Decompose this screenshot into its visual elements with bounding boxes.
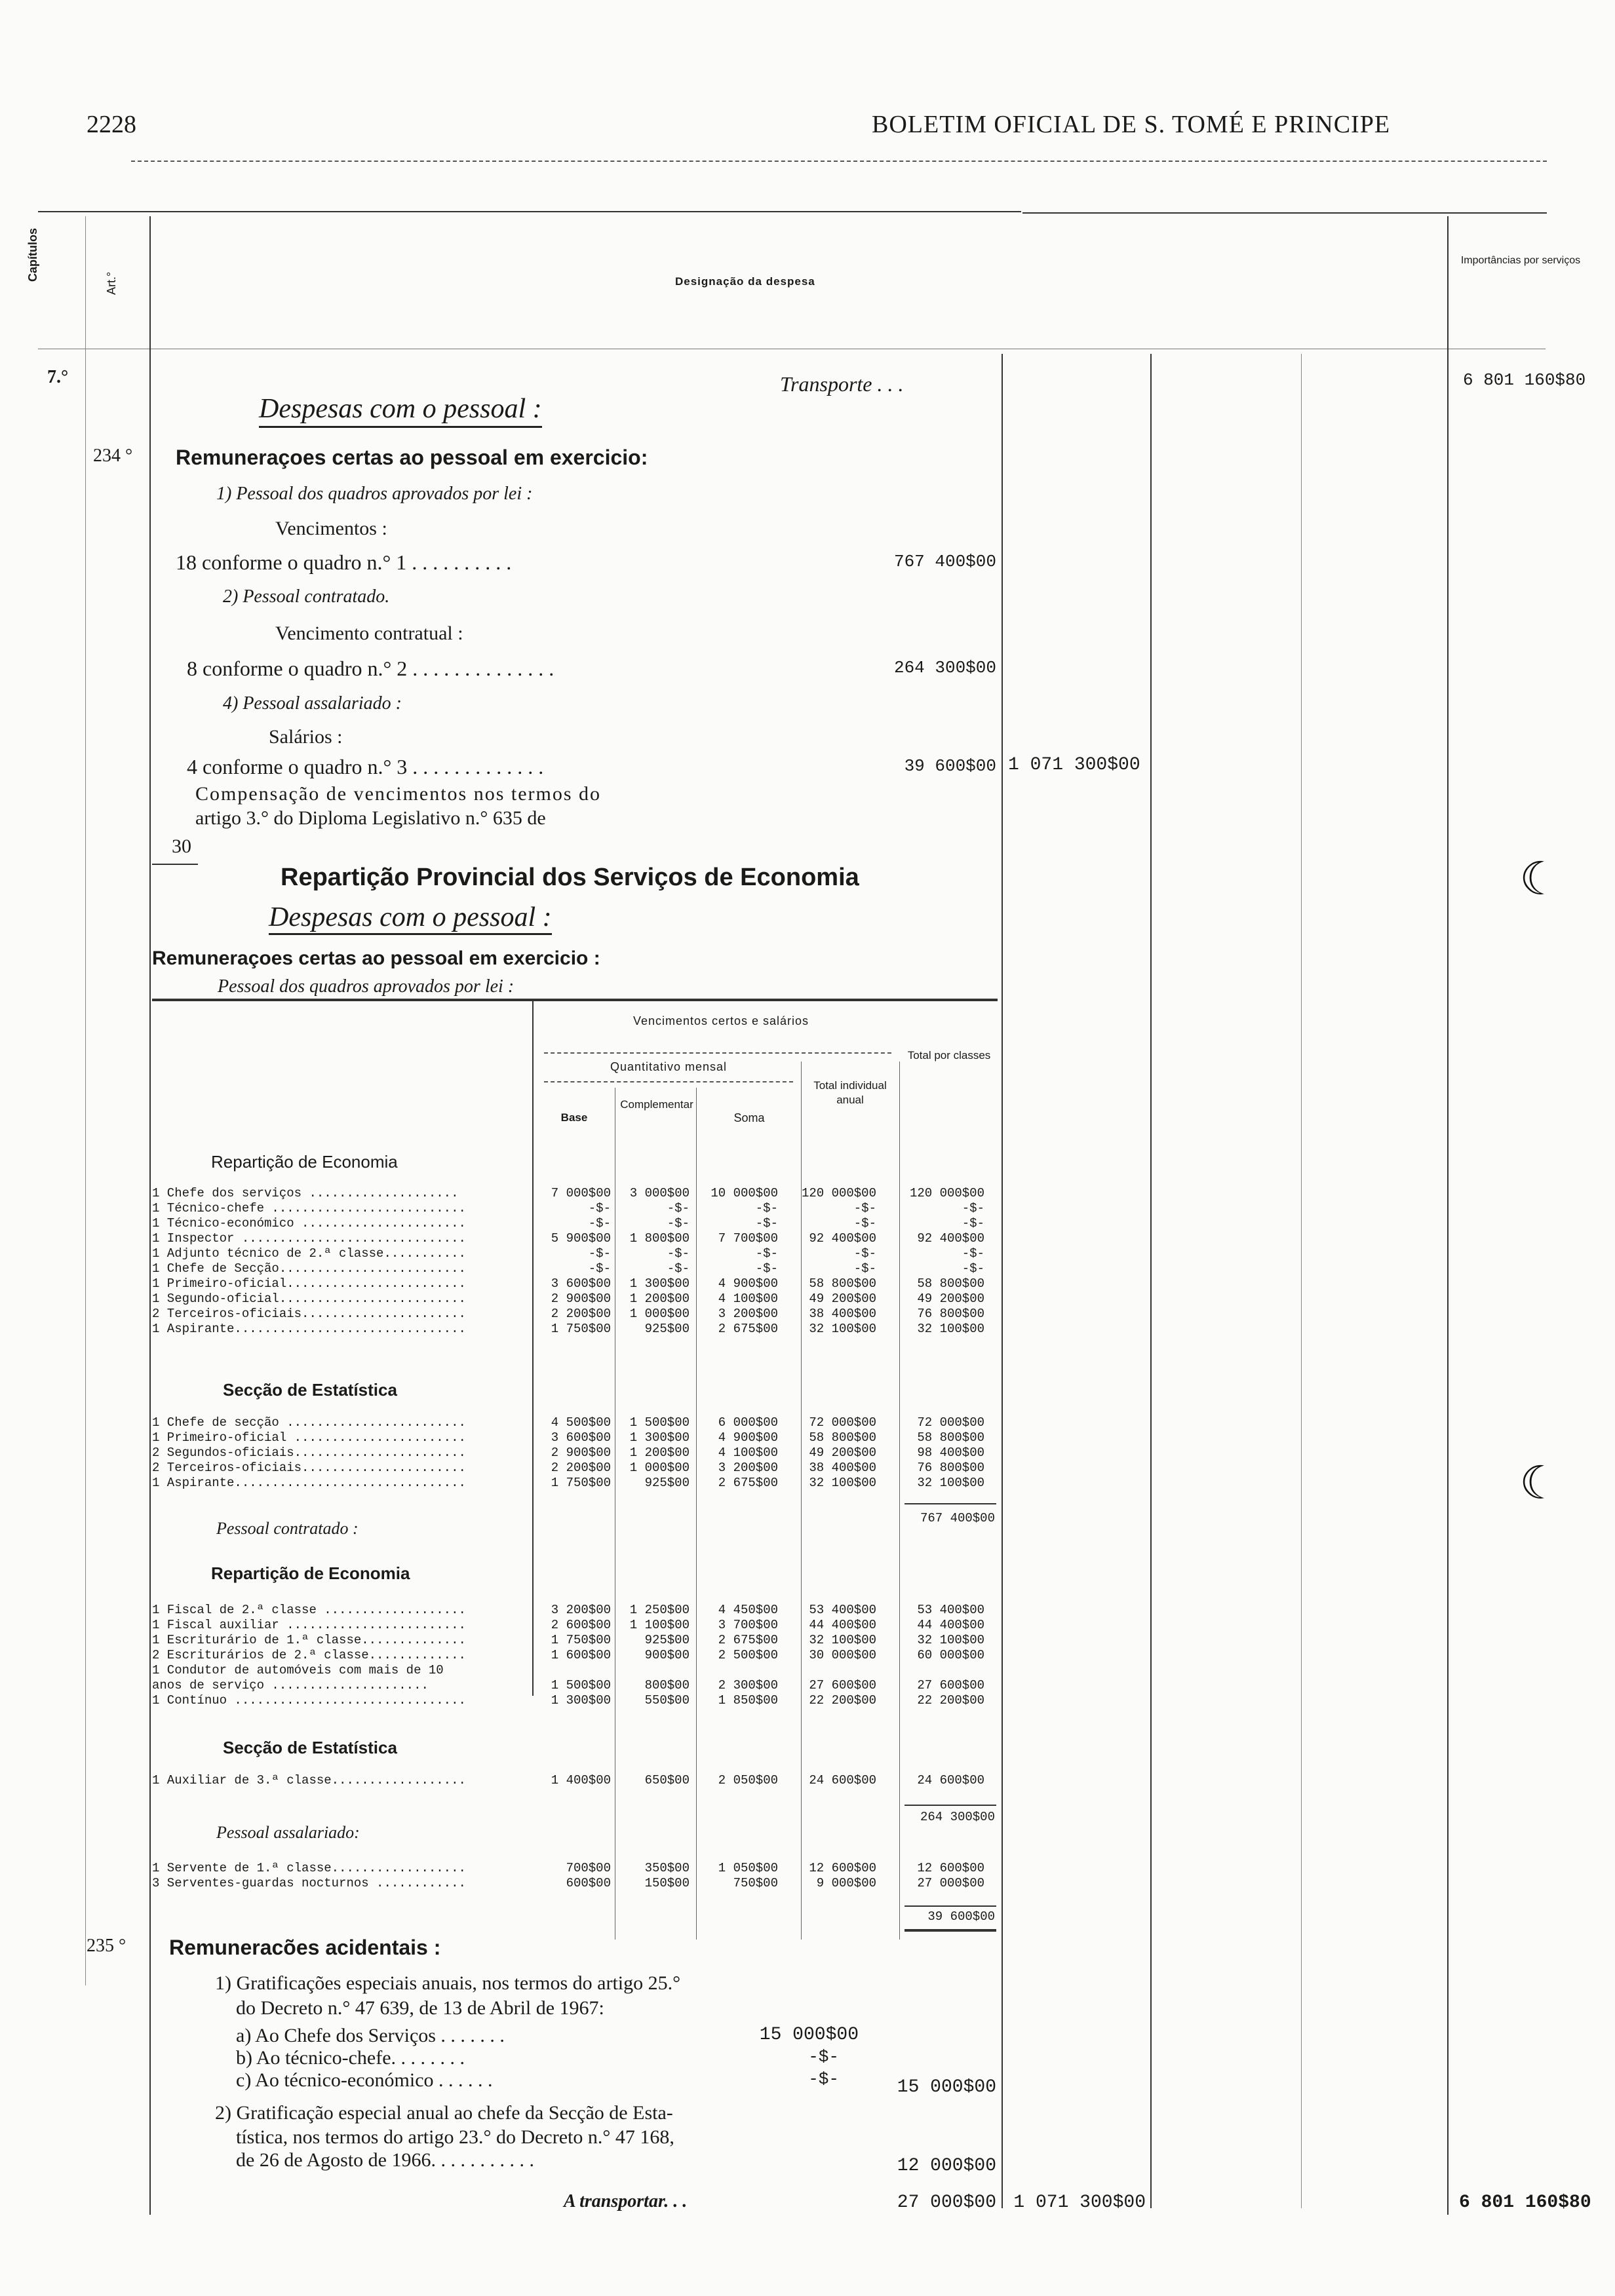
cell-total-individual: 38 400$00 bbox=[809, 1461, 876, 1475]
cell-total-individual: 27 600$00 bbox=[809, 1678, 876, 1693]
cell-total-individual: 32 100$00 bbox=[809, 1633, 876, 1647]
table-row bbox=[152, 1618, 998, 1632]
cell-total-classes: -$- bbox=[962, 1261, 984, 1276]
table-row bbox=[152, 1678, 998, 1693]
tbl-header-quantitativo: Quantitativo mensal bbox=[610, 1060, 728, 1073]
despesas-pessoal-heading: Despesas com o pessoal : bbox=[259, 393, 542, 428]
row-label: 2 Terceiros-oficiais...................... bbox=[152, 1461, 466, 1475]
frame-top-rule bbox=[38, 211, 1021, 212]
row-label: 1 Inspector .............................. bbox=[152, 1231, 466, 1246]
table-row bbox=[152, 1861, 998, 1875]
reparticao-rem: Remuneraçoes certas ao pessoal em exercicio : bbox=[152, 947, 600, 969]
table-row bbox=[152, 1876, 998, 1890]
cell-total-individual: 58 800$00 bbox=[809, 1430, 876, 1445]
cell-total-individual: -$- bbox=[853, 1201, 876, 1215]
col-header-importancias: Importâncias por serviços bbox=[1460, 255, 1581, 266]
cell-soma: -$- bbox=[755, 1246, 778, 1261]
cell-base: 5 900$00 bbox=[551, 1231, 611, 1246]
row-label: 1 Fiscal auxiliar ........................ bbox=[152, 1618, 466, 1632]
reparticao-despesas: Despesas com o pessoal : bbox=[269, 902, 552, 935]
cell-total-classes: 32 100$00 bbox=[917, 1322, 984, 1336]
cell-total-classes: 32 100$00 bbox=[917, 1633, 984, 1647]
cell-complementar: 3 000$00 bbox=[629, 1186, 690, 1200]
cell-base: 1 400$00 bbox=[551, 1773, 611, 1788]
cell-complementar: 800$00 bbox=[644, 1678, 690, 1693]
tbl-section-rep-economia-1: Repartição de Economia bbox=[211, 1152, 398, 1172]
row-label: 1 Contínuo ............................... bbox=[152, 1693, 466, 1708]
cell-base: 2 600$00 bbox=[551, 1618, 611, 1632]
row-label: anos de serviço ..................... bbox=[152, 1678, 429, 1693]
page-number: 2228 bbox=[87, 111, 136, 138]
cell-total-individual: 9 000$00 bbox=[816, 1876, 876, 1890]
cell-total-individual: 72 000$00 bbox=[809, 1415, 876, 1430]
table-row bbox=[152, 1307, 998, 1321]
cell-base: -$- bbox=[588, 1201, 611, 1215]
row-label: 1 Chefe dos serviços .................... bbox=[152, 1186, 459, 1200]
cell-soma: 4 100$00 bbox=[718, 1292, 778, 1306]
row-label: 1 Aspirante............................... bbox=[152, 1476, 466, 1490]
table-row bbox=[152, 1292, 998, 1306]
cell-soma: -$- bbox=[755, 1261, 778, 1276]
cell-total-classes: -$- bbox=[962, 1246, 984, 1261]
col-line-5 bbox=[1301, 354, 1302, 2208]
cell-soma: 1 850$00 bbox=[718, 1693, 778, 1708]
tbl-header-total-classes: Total por classes bbox=[907, 1049, 991, 1062]
col-line-3 bbox=[1002, 354, 1003, 2208]
chapter-number: 7.° bbox=[47, 367, 69, 387]
g1-a-value: 15 000$00 bbox=[759, 2025, 859, 2045]
cell-total-individual: 32 100$00 bbox=[809, 1476, 876, 1490]
cell-total-classes: -$- bbox=[962, 1216, 984, 1231]
subtotal3-double-rule bbox=[905, 1929, 996, 1932]
row-label: 1 Escriturário de 1.ª classe.............. bbox=[152, 1633, 466, 1647]
tbl-section-pessoal-assalariado: Pessoal assalariado: bbox=[216, 1823, 360, 1842]
cell-total-classes: 76 800$00 bbox=[917, 1307, 984, 1321]
table-row bbox=[152, 1322, 998, 1336]
g2-value: 12 000$00 bbox=[897, 2156, 996, 2176]
tbl-section-pessoal-contratado: Pessoal contratado : bbox=[216, 1519, 359, 1538]
tbl-header-rule-2 bbox=[544, 1081, 793, 1082]
cell-base: 1 300$00 bbox=[551, 1693, 611, 1708]
col-line-2 bbox=[149, 216, 151, 2215]
cell-soma: 4 100$00 bbox=[718, 1445, 778, 1460]
col-line-4 bbox=[1150, 354, 1152, 2208]
cell-base: -$- bbox=[588, 1216, 611, 1231]
col-header-capitulos: Capítulos bbox=[26, 227, 39, 282]
cell-base: 2 200$00 bbox=[551, 1461, 611, 1475]
cell-total-individual: 120 000$00 bbox=[801, 1186, 876, 1200]
cell-total-classes: 72 000$00 bbox=[917, 1415, 984, 1430]
article-234-number: 234 ° bbox=[93, 446, 133, 466]
compensacao-line-1: Compensação de vencimentos nos termos do bbox=[195, 783, 602, 805]
header-rule bbox=[131, 161, 1547, 162]
cell-total-classes: 120 000$00 bbox=[909, 1186, 984, 1200]
cell-base: 1 750$00 bbox=[551, 1476, 611, 1490]
subtotal2-rule bbox=[905, 1805, 996, 1806]
table-row bbox=[152, 1663, 998, 1677]
col-header-artigos: Art.° bbox=[105, 271, 118, 295]
g1-a-label: a) Ao Chefe dos Serviços . . . . . . . bbox=[236, 2025, 505, 2046]
row-label: 1 Técnico-chefe .......................... bbox=[152, 1201, 466, 1215]
cell-complementar: 900$00 bbox=[644, 1648, 690, 1662]
cell-total-individual: 38 400$00 bbox=[809, 1307, 876, 1321]
cell-total-individual: 44 400$00 bbox=[809, 1618, 876, 1632]
cell-total-individual: 12 600$00 bbox=[809, 1861, 876, 1875]
cell-total-individual: 53 400$00 bbox=[809, 1603, 876, 1617]
cell-soma: -$- bbox=[755, 1216, 778, 1231]
cell-total-classes: 49 200$00 bbox=[917, 1292, 984, 1306]
table-top-rule bbox=[152, 999, 998, 1001]
table-row bbox=[152, 1231, 998, 1246]
subtotal1-rule bbox=[905, 1503, 996, 1504]
row-label: 1 Segundo-oficial......................... bbox=[152, 1292, 466, 1306]
cell-soma: 2 050$00 bbox=[718, 1773, 778, 1788]
cell-base: 7 000$00 bbox=[551, 1186, 611, 1200]
cell-total-individual: 22 200$00 bbox=[809, 1693, 876, 1708]
cell-soma: 4 450$00 bbox=[718, 1603, 778, 1617]
s2-line: 8 conforme o quadro n.° 2 . . . . . . . . . . . . . . bbox=[187, 657, 555, 680]
g2-line-1: 2) Gratificação especial anual ao chefe da Secção de Esta- bbox=[215, 2102, 673, 2124]
cell-soma: 2 675$00 bbox=[718, 1322, 778, 1336]
table-row bbox=[152, 1430, 998, 1445]
table-row bbox=[152, 1461, 998, 1475]
subtotal3-value: 39 600$00 bbox=[927, 1909, 995, 1924]
tbl-header-total-individual: Total individual anual bbox=[813, 1079, 887, 1106]
cell-complementar: 650$00 bbox=[644, 1773, 690, 1788]
reparticao-title: Repartição Provincial dos Serviços de Economia bbox=[281, 864, 859, 891]
cell-complementar: 925$00 bbox=[644, 1476, 690, 1490]
cell-base: 2 900$00 bbox=[551, 1445, 611, 1460]
cell-soma: 10 000$00 bbox=[710, 1186, 778, 1200]
cell-base: 1 500$00 bbox=[551, 1678, 611, 1693]
s4-line: 4 conforme o quadro n.° 3 . . . . . . . . . . . . . bbox=[187, 755, 544, 778]
subtotal2-value: 264 300$00 bbox=[920, 1810, 995, 1824]
row-label: 3 Serventes-guardas nocturnos ............ bbox=[152, 1876, 466, 1890]
col-line-6 bbox=[1447, 216, 1449, 2215]
cell-soma: -$- bbox=[755, 1201, 778, 1215]
cell-base: 1 750$00 bbox=[551, 1633, 611, 1647]
g1-c-label: c) Ao técnico-económico . . . . . . bbox=[236, 2069, 493, 2091]
s1-heading: 1) Pessoal dos quadros aprovados por lei : bbox=[216, 484, 533, 504]
footer-value-2: 1 071 300$00 bbox=[1013, 2192, 1146, 2213]
a-transportar-label: A transportar. . . bbox=[564, 2191, 688, 2211]
row-label: 1 Chefe de Secção......................... bbox=[152, 1261, 466, 1276]
row-label: 2 Escriturários de 2.ª classe............. bbox=[152, 1648, 466, 1662]
row-label: 1 Aspirante............................... bbox=[152, 1322, 466, 1336]
row-label: 2 Segundos-oficiais....................... bbox=[152, 1445, 466, 1460]
cell-base: 2 200$00 bbox=[551, 1307, 611, 1321]
s2-sub: Vencimento contratual : bbox=[275, 622, 463, 644]
tbl-header-vencimentos: Vencimentos certos e salários bbox=[632, 1014, 809, 1027]
row-label: 1 Técnico-económico ...................... bbox=[152, 1216, 466, 1231]
g2-line-2: tística, nos termos do artigo 23.° do Decreto n.° 47 168, bbox=[236, 2126, 674, 2148]
footer-value-3: 6 801 160$80 bbox=[1459, 2192, 1591, 2213]
table-row bbox=[152, 1476, 998, 1490]
cell-total-classes: 32 100$00 bbox=[917, 1476, 984, 1490]
cell-total-classes: 53 400$00 bbox=[917, 1603, 984, 1617]
s4-sub: Salários : bbox=[269, 726, 343, 748]
tbl-section-rep-economia-2: Repartição de Economia bbox=[211, 1563, 410, 1583]
cell-soma: 2 500$00 bbox=[718, 1648, 778, 1662]
footer-value-1: 27 000$00 bbox=[897, 2192, 996, 2213]
cell-complementar: 1 200$00 bbox=[629, 1445, 690, 1460]
row-label: 1 Adjunto técnico de 2.ª classe........... bbox=[152, 1246, 466, 1261]
cell-total-individual: 32 100$00 bbox=[809, 1322, 876, 1336]
cell-total-individual: 24 600$00 bbox=[809, 1773, 876, 1788]
cell-complementar: 1 800$00 bbox=[629, 1231, 690, 1246]
cell-soma: 3 200$00 bbox=[718, 1461, 778, 1475]
cell-total-individual: 49 200$00 bbox=[809, 1292, 876, 1306]
cell-total-individual: 92 400$00 bbox=[809, 1231, 876, 1246]
cell-total-individual: -$- bbox=[853, 1246, 876, 1261]
table-row bbox=[152, 1246, 998, 1261]
cell-complementar: 1 500$00 bbox=[629, 1415, 690, 1430]
g2-line-3: de 26 de Agosto de 1966. . . . . . . . . . . bbox=[236, 2149, 534, 2171]
cell-total-individual: 30 000$00 bbox=[809, 1648, 876, 1662]
row-label: 1 Auxiliar de 3.ª classe.................. bbox=[152, 1773, 466, 1788]
row-label: 1 Chefe de secção ........................ bbox=[152, 1415, 466, 1430]
table-row bbox=[152, 1603, 998, 1617]
cell-complementar: 925$00 bbox=[644, 1633, 690, 1647]
tbl-header-rule-1 bbox=[544, 1052, 891, 1054]
cell-complementar: 925$00 bbox=[644, 1322, 690, 1336]
cell-soma: 750$00 bbox=[733, 1876, 778, 1890]
publication-title: BOLETIM OFICIAL DE S. TOMÉ E PRINCIPE bbox=[872, 111, 1391, 138]
cell-total-classes: 76 800$00 bbox=[917, 1461, 984, 1475]
table-row bbox=[152, 1186, 998, 1200]
cell-complementar: -$- bbox=[667, 1201, 690, 1215]
g1-line-2: do Decreto n.° 47 639, de 13 de Abril de 1967: bbox=[236, 1997, 604, 2019]
article-235-number: 235 ° bbox=[87, 1936, 126, 1956]
cell-complementar: 1 300$00 bbox=[629, 1430, 690, 1445]
col-header-designacao: Designação da despesa bbox=[675, 275, 815, 288]
article-235-title: Remuneracões acidentais : bbox=[169, 1936, 441, 1959]
row-label: 1 Servente de 1.ª classe.................. bbox=[152, 1861, 466, 1875]
cell-total-classes: 58 800$00 bbox=[917, 1276, 984, 1291]
cell-soma: 3 700$00 bbox=[718, 1618, 778, 1632]
cell-total-classes: 60 000$00 bbox=[917, 1648, 984, 1662]
row-label: 2 Terceiros-oficiais...................... bbox=[152, 1307, 466, 1321]
cell-base: 2 900$00 bbox=[551, 1292, 611, 1306]
cell-complementar: 1 000$00 bbox=[629, 1461, 690, 1475]
cell-base: 3 600$00 bbox=[551, 1276, 611, 1291]
g1-b-value: -$- bbox=[808, 2047, 839, 2067]
s4-value: 39 600$00 bbox=[904, 756, 996, 776]
g1-b-label: b) Ao técnico-chefe. . . . . . . . bbox=[236, 2047, 465, 2069]
cell-total-individual: 58 800$00 bbox=[809, 1276, 876, 1291]
cell-complementar: 550$00 bbox=[644, 1693, 690, 1708]
table-row bbox=[152, 1276, 998, 1291]
transporte-value: 6 801 160$80 bbox=[1463, 370, 1586, 390]
g1-line-1: 1) Gratificações especiais anuais, nos termos do artigo 25.° bbox=[215, 1972, 681, 1994]
cell-total-classes: 27 000$00 bbox=[917, 1876, 984, 1890]
tbl-section-estatistica-2: Secção de Estatística bbox=[223, 1738, 397, 1757]
cell-complementar: 1 300$00 bbox=[629, 1276, 690, 1291]
g1-c-value: -$- bbox=[808, 2069, 839, 2089]
cell-total-classes: 27 600$00 bbox=[917, 1678, 984, 1693]
cell-total-classes: -$- bbox=[962, 1201, 984, 1215]
cell-base: 3 200$00 bbox=[551, 1603, 611, 1617]
article-234-total: 1 071 300$00 bbox=[1008, 755, 1140, 775]
row-label: 1 Condutor de automóveis com mais de 10 bbox=[152, 1663, 444, 1677]
cell-soma: 7 700$00 bbox=[718, 1231, 778, 1246]
tbl-section-estatistica-1: Secção de Estatística bbox=[223, 1380, 397, 1400]
cell-base: 700$00 bbox=[566, 1861, 611, 1875]
cell-total-classes: 98 400$00 bbox=[917, 1445, 984, 1460]
cell-base: -$- bbox=[588, 1261, 611, 1276]
table-row bbox=[152, 1201, 998, 1215]
cell-soma: 2 300$00 bbox=[718, 1678, 778, 1693]
col-line-1 bbox=[85, 216, 86, 1985]
s1-line: 18 conforme o quadro n.° 1 . . . . . . . . . . bbox=[176, 550, 512, 574]
cell-complementar: 1 100$00 bbox=[629, 1618, 690, 1632]
cell-base: 4 500$00 bbox=[551, 1415, 611, 1430]
tbl-header-base: Base bbox=[560, 1111, 588, 1124]
reparticao-pessoal-quadros: Pessoal dos quadros aprovados por lei : bbox=[218, 976, 515, 997]
table-row bbox=[152, 1415, 998, 1430]
tbl-vline-label bbox=[532, 1001, 534, 1696]
cell-soma: 4 900$00 bbox=[718, 1430, 778, 1445]
tbl-vline-comp bbox=[696, 1088, 697, 1940]
cell-soma: 1 050$00 bbox=[718, 1861, 778, 1875]
table-row bbox=[152, 1216, 998, 1231]
cell-total-classes: 44 400$00 bbox=[917, 1618, 984, 1632]
cell-soma: 2 675$00 bbox=[718, 1476, 778, 1490]
cell-complementar: 350$00 bbox=[644, 1861, 690, 1875]
crescent-mark-top: ☾ bbox=[1519, 854, 1561, 905]
table-row bbox=[152, 1633, 998, 1647]
compensacao-line-2: artigo 3.° do Diploma Legislativo n.° 635 de bbox=[195, 807, 546, 829]
transporte-label: Transporte . . . bbox=[780, 372, 904, 396]
cell-complementar: -$- bbox=[667, 1261, 690, 1276]
cell-total-classes: 92 400$00 bbox=[917, 1231, 984, 1246]
table-row bbox=[152, 1773, 998, 1788]
subtotal1-value: 767 400$00 bbox=[920, 1511, 995, 1525]
cell-complementar: 1 250$00 bbox=[629, 1603, 690, 1617]
tbl-header-soma: Soma bbox=[733, 1111, 765, 1124]
cell-total-individual: -$- bbox=[853, 1261, 876, 1276]
cell-soma: 3 200$00 bbox=[718, 1307, 778, 1321]
article-234-title: Remuneraçoes certas ao pessoal em exercicio: bbox=[176, 446, 648, 469]
frame-top-rule-right bbox=[1022, 212, 1547, 214]
cell-complementar: -$- bbox=[667, 1246, 690, 1261]
row-label: 1 Fiscal de 2.ª classe ................... bbox=[152, 1603, 466, 1617]
row-label: 1 Primeiro-oficial ....................... bbox=[152, 1430, 466, 1445]
s4-heading: 4) Pessoal assalariado : bbox=[223, 693, 402, 714]
compensacao-line-3: 30 bbox=[172, 835, 191, 857]
cell-base: 600$00 bbox=[566, 1876, 611, 1890]
row-label: 1 Primeiro-oficial........................ bbox=[152, 1276, 466, 1291]
cell-complementar: 150$00 bbox=[644, 1876, 690, 1890]
cell-complementar: 1 200$00 bbox=[629, 1292, 690, 1306]
cell-complementar: 1 000$00 bbox=[629, 1307, 690, 1321]
s1-value: 767 400$00 bbox=[893, 552, 996, 571]
g1-total: 15 000$00 bbox=[897, 2077, 996, 2097]
cell-complementar: -$- bbox=[667, 1216, 690, 1231]
cell-base: 1 600$00 bbox=[551, 1648, 611, 1662]
subtotal3-rule bbox=[905, 1905, 996, 1907]
cell-total-classes: 24 600$00 bbox=[917, 1773, 984, 1788]
s1-sub: Vencimentos : bbox=[275, 518, 387, 539]
s2-value: 264 300$00 bbox=[893, 658, 996, 678]
cell-base: -$- bbox=[588, 1246, 611, 1261]
cell-total-individual: -$- bbox=[853, 1216, 876, 1231]
cell-total-classes: 22 200$00 bbox=[917, 1693, 984, 1708]
table-row bbox=[152, 1648, 998, 1662]
cell-soma: 2 675$00 bbox=[718, 1633, 778, 1647]
table-row bbox=[152, 1445, 998, 1460]
cell-total-classes: 58 800$00 bbox=[917, 1430, 984, 1445]
cell-base: 1 750$00 bbox=[551, 1322, 611, 1336]
table-row bbox=[152, 1693, 998, 1708]
s2-heading: 2) Pessoal contratado. bbox=[223, 586, 390, 607]
cell-total-classes: 12 600$00 bbox=[917, 1861, 984, 1875]
table-row bbox=[152, 1261, 998, 1276]
crescent-mark-bottom: ☾ bbox=[1519, 1459, 1561, 1509]
cell-total-individual: 49 200$00 bbox=[809, 1445, 876, 1460]
cell-base: 3 600$00 bbox=[551, 1430, 611, 1445]
cell-soma: 4 900$00 bbox=[718, 1276, 778, 1291]
tbl-header-complementar: Complementar bbox=[620, 1098, 693, 1111]
cell-soma: 6 000$00 bbox=[718, 1415, 778, 1430]
compensacao-box-rule bbox=[152, 864, 198, 865]
